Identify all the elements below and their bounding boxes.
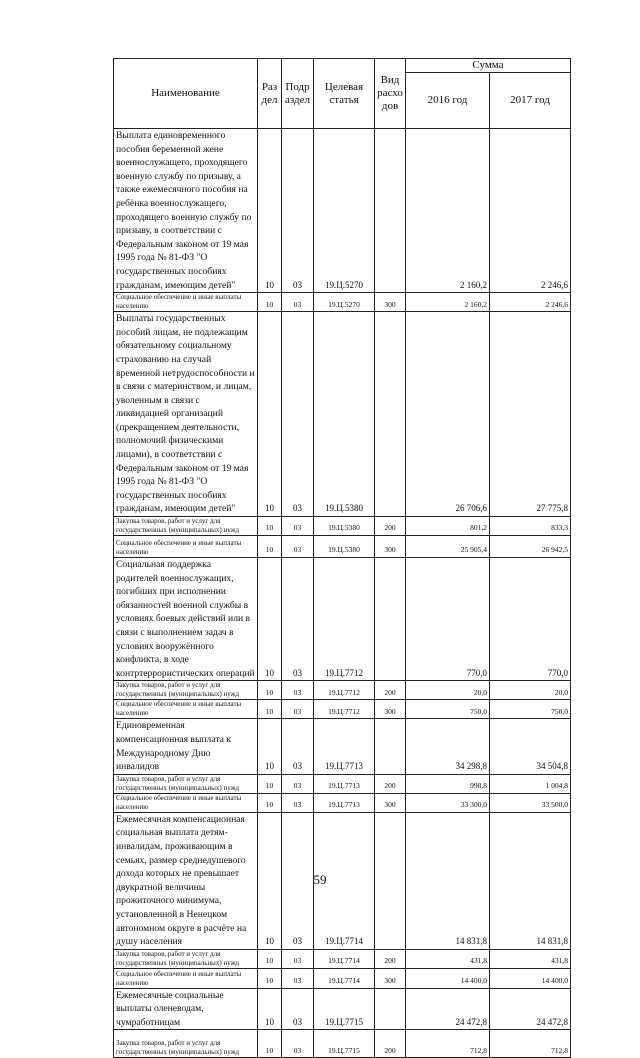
row-name: Социальная поддержка родителей военнослужащих, погибших при исполнении обязанностей военной службы в условиях боевых действий или в связи с выполнением задач в условиях вооружённого конфликта, в ходе контртеррористических операций bbox=[114, 558, 258, 681]
row-target: 19.Ц.7715 bbox=[314, 1030, 375, 1058]
row-target: 19.Ц.7714 bbox=[314, 812, 375, 949]
row-name: Социальное обеспечение и иные выплаты населению bbox=[114, 700, 258, 719]
row-podrazdel: 03 bbox=[282, 700, 314, 719]
row-name: Социальное обеспечение и иные выплаты населению bbox=[114, 536, 258, 558]
row-name: Выплата единовременного пособия беременной жене военнослужащего, проходящего военную службу по призыву, а также ежемесячного пособия на ребёнка военнослужащего, проходящего военную службу по призыву, в соответствии с Федеральным законом от 19 мая 1995 года № 81-ФЗ "О государственных пособиях гражданам, имеющим детей" bbox=[114, 129, 258, 293]
row-sum-2016: 20,0 bbox=[406, 681, 490, 700]
row-name: Ежемесячные социальные выплаты оленеводам, чумработницам bbox=[114, 988, 258, 1030]
row-sum-2016: 14 831,8 bbox=[406, 812, 490, 949]
row-podrazdel: 03 bbox=[282, 293, 314, 312]
row-sum-2017: 20,0 bbox=[490, 681, 571, 700]
row-razdel: 10 bbox=[258, 774, 282, 793]
row-podrazdel: 03 bbox=[282, 1030, 314, 1058]
header-2016: 2016 год bbox=[406, 73, 490, 129]
row-sum-2016: 34 298,8 bbox=[406, 719, 490, 774]
row-podrazdel: 03 bbox=[282, 793, 314, 812]
row-razdel: 10 bbox=[258, 558, 282, 681]
row-target: 19.Ц.5270 bbox=[314, 293, 375, 312]
row-podrazdel: 03 bbox=[282, 949, 314, 968]
row-target: 19.Ц.5270 bbox=[314, 129, 375, 293]
header-name: Наименование bbox=[114, 59, 258, 129]
row-razdel: 10 bbox=[258, 968, 282, 988]
row-target: 19.Ц.7713 bbox=[314, 774, 375, 793]
row-sum-2017: 14 831,8 bbox=[490, 812, 571, 949]
row-vid: 200 bbox=[375, 949, 406, 968]
table-row bbox=[114, 558, 571, 681]
row-razdel: 10 bbox=[258, 700, 282, 719]
row-podrazdel: 03 bbox=[282, 812, 314, 949]
row-sum-2017: 26 942,5 bbox=[490, 536, 571, 558]
row-podrazdel: 03 bbox=[282, 968, 314, 988]
row-sum-2016: 24 472,8 bbox=[406, 988, 490, 1030]
row-sum-2016: 712,8 bbox=[406, 1030, 490, 1058]
row-sum-2017: 27 775,8 bbox=[490, 312, 571, 517]
row-sum-2017: 24 472,8 bbox=[490, 988, 571, 1030]
row-name: Социальное обеспечение и иные выплаты населению bbox=[114, 968, 258, 988]
row-name: Социальное обеспечение и иные выплаты населению bbox=[114, 293, 258, 312]
row-podrazdel: 03 bbox=[282, 988, 314, 1030]
row-razdel: 10 bbox=[258, 1030, 282, 1058]
row-name: Выплаты государственных пособий лицам, не подлежащим обязательному социальному страхованию на случай временной нетрудоспособности и в связи с материнством, и лицам, уволенным в связи с ликвидацией организаций (прекращением деятельности, полномочий физическими лицами), в соответствии с Федеральным законом от 19 мая 1995 года № 81-ФЗ "О государственных пособиях гражданам, имеющим детей" bbox=[114, 312, 258, 517]
row-sum-2017: 750,0 bbox=[490, 700, 571, 719]
row-vid bbox=[375, 719, 406, 774]
row-vid: 300 bbox=[375, 793, 406, 812]
row-target: 19.Ц.5380 bbox=[314, 536, 375, 558]
row-vid: 300 bbox=[375, 968, 406, 988]
row-sum-2017: 14 400,0 bbox=[490, 968, 571, 988]
row-razdel: 10 bbox=[258, 719, 282, 774]
row-name: Закупка товаров, работ и услуг для государственных (муниципальных) нужд bbox=[114, 517, 258, 536]
header-2017: 2017 год bbox=[490, 73, 571, 129]
row-razdel: 10 bbox=[258, 812, 282, 949]
row-razdel: 10 bbox=[258, 988, 282, 1030]
row-podrazdel: 03 bbox=[282, 719, 314, 774]
row-sum-2017: 712,8 bbox=[490, 1030, 571, 1058]
row-podrazdel: 03 bbox=[282, 129, 314, 293]
table-row bbox=[114, 988, 571, 1030]
row-sum-2017: 833,3 bbox=[490, 517, 571, 536]
row-sum-2017: 2 246,6 bbox=[490, 129, 571, 293]
table-row bbox=[114, 293, 571, 312]
table-row bbox=[114, 700, 571, 719]
page-number: 59 bbox=[313, 872, 327, 887]
row-name: Ежемесячная компенсационная социальная выплата детям-инвалидам, проживающим в семьях, размер среднедушевого дохода которых не превышает двукратной величины прожиточного минимума, установленной в Ненецком автономном округе в расчёте на душу населения bbox=[114, 812, 258, 949]
row-target: 19.Ц.7713 bbox=[314, 719, 375, 774]
row-vid: 200 bbox=[375, 1030, 406, 1058]
row-sum-2017: 1 004,8 bbox=[490, 774, 571, 793]
row-vid: 300 bbox=[375, 536, 406, 558]
row-sum-2017: 2 246,6 bbox=[490, 293, 571, 312]
row-sum-2017: 34 504,8 bbox=[490, 719, 571, 774]
row-razdel: 10 bbox=[258, 293, 282, 312]
row-name: Закупка товаров, работ и услуг для государственных (муниципальных) нужд bbox=[114, 681, 258, 700]
row-razdel: 10 bbox=[258, 129, 282, 293]
table-row bbox=[114, 793, 571, 812]
row-razdel: 10 bbox=[258, 681, 282, 700]
header-sum: Сумма bbox=[406, 59, 571, 73]
row-vid: 200 bbox=[375, 517, 406, 536]
row-sum-2016: 750,0 bbox=[406, 700, 490, 719]
row-razdel: 10 bbox=[258, 793, 282, 812]
row-target: 19.Ц.7712 bbox=[314, 700, 375, 719]
row-target: 19.Ц.7715 bbox=[314, 988, 375, 1030]
row-target: 19.Ц.7713 bbox=[314, 793, 375, 812]
row-vid bbox=[375, 129, 406, 293]
table-row bbox=[114, 536, 571, 558]
table-row bbox=[114, 949, 571, 968]
row-sum-2016: 431,8 bbox=[406, 949, 490, 968]
row-sum-2016: 770,0 bbox=[406, 558, 490, 681]
table-row bbox=[114, 129, 571, 293]
row-name: Социальное обеспечение и иные выплаты населению bbox=[114, 793, 258, 812]
row-name: Закупка товаров, работ и услуг для государственных (муниципальных) нужд bbox=[114, 774, 258, 793]
row-sum-2016: 998,8 bbox=[406, 774, 490, 793]
row-target: 19.Ц.7712 bbox=[314, 681, 375, 700]
table-row bbox=[114, 968, 571, 988]
row-target: 19.Ц.7712 bbox=[314, 558, 375, 681]
row-razdel: 10 bbox=[258, 536, 282, 558]
row-target: 19.Ц.7714 bbox=[314, 949, 375, 968]
row-sum-2016: 2 160,2 bbox=[406, 293, 490, 312]
table-row bbox=[114, 774, 571, 793]
row-sum-2017: 33 500,0 bbox=[490, 793, 571, 812]
row-sum-2016: 14 400,0 bbox=[406, 968, 490, 988]
table-row bbox=[114, 719, 571, 774]
header-vid: Вид расхо дов bbox=[375, 59, 406, 129]
row-razdel: 10 bbox=[258, 312, 282, 517]
row-name: Закупка товаров, работ и услуг для государственных (муниципальных) нужд bbox=[114, 949, 258, 968]
header-target: Целевая статья bbox=[314, 59, 375, 129]
row-podrazdel: 03 bbox=[282, 774, 314, 793]
row-vid: 200 bbox=[375, 774, 406, 793]
row-vid bbox=[375, 558, 406, 681]
row-target: 19.Ц.5380 bbox=[314, 517, 375, 536]
row-sum-2017: 431,8 bbox=[490, 949, 571, 968]
row-target: 19.Ц.5380 bbox=[314, 312, 375, 517]
row-podrazdel: 03 bbox=[282, 681, 314, 700]
table-row bbox=[114, 517, 571, 536]
row-podrazdel: 03 bbox=[282, 558, 314, 681]
header-podrazdel: Подр аздел bbox=[282, 59, 314, 129]
row-vid: 300 bbox=[375, 700, 406, 719]
row-vid: 300 bbox=[375, 293, 406, 312]
table-row bbox=[114, 312, 571, 517]
header-razdel: Раз дел bbox=[258, 59, 282, 129]
row-sum-2017: 770,0 bbox=[490, 558, 571, 681]
row-sum-2016: 26 706,6 bbox=[406, 312, 490, 517]
row-sum-2016: 2 160,2 bbox=[406, 129, 490, 293]
row-vid bbox=[375, 988, 406, 1030]
row-sum-2016: 33 300,0 bbox=[406, 793, 490, 812]
row-sum-2016: 25 905,4 bbox=[406, 536, 490, 558]
row-podrazdel: 03 bbox=[282, 517, 314, 536]
row-vid bbox=[375, 312, 406, 517]
row-sum-2016: 801,2 bbox=[406, 517, 490, 536]
row-razdel: 10 bbox=[258, 517, 282, 536]
row-name: Закупка товаров, работ и услуг для государственных (муниципальных) нужд bbox=[114, 1030, 258, 1058]
row-podrazdel: 03 bbox=[282, 312, 314, 517]
budget-table bbox=[113, 58, 571, 1058]
row-target: 19.Ц.7714 bbox=[314, 968, 375, 988]
row-name: Единовременная компенсационная выплата к Международному Дню инвалидов bbox=[114, 719, 258, 774]
row-razdel: 10 bbox=[258, 949, 282, 968]
table-row bbox=[114, 681, 571, 700]
table-row bbox=[114, 1030, 571, 1058]
row-podrazdel: 03 bbox=[282, 536, 314, 558]
row-vid: 200 bbox=[375, 681, 406, 700]
